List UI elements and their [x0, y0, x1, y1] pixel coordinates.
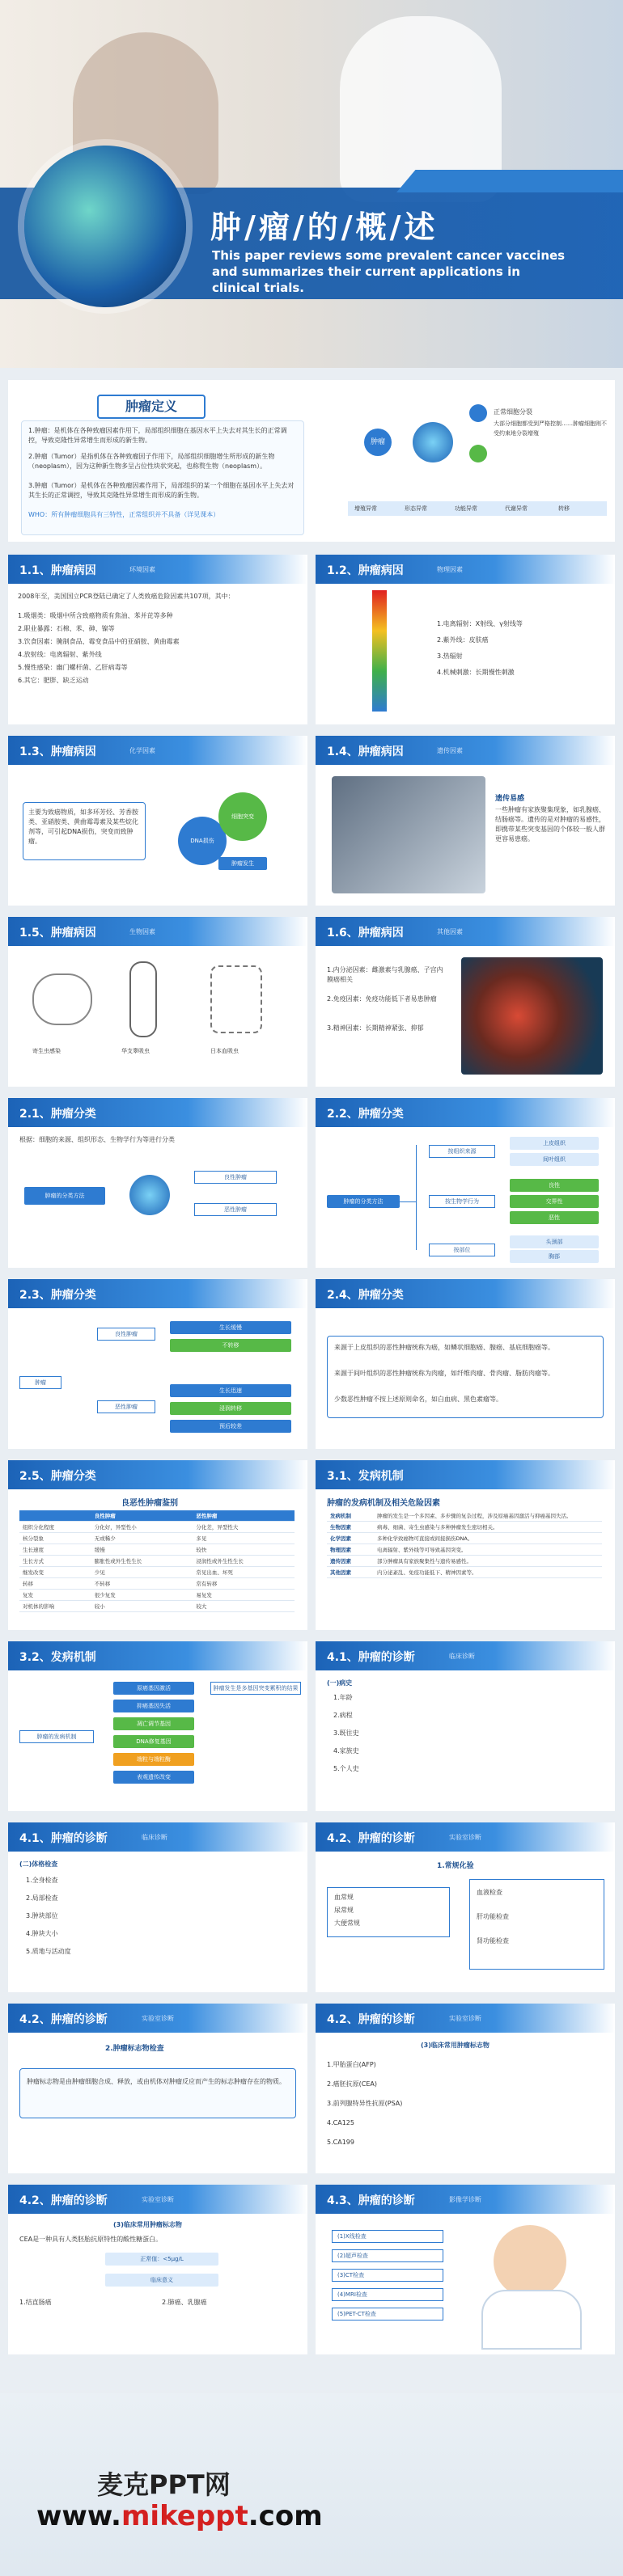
history-line-2: 2.病程 — [333, 1712, 353, 1719]
table-title: 良恶性肿瘤鉴别 — [121, 1499, 178, 1508]
cell: 常见出血、坏死 — [193, 1567, 295, 1578]
cell: 病毒、细菌、寄生虫感染与多种肿瘤发生密切相关。 — [374, 1522, 602, 1533]
routine-right-box — [469, 1879, 604, 1970]
common-marker-heading: (3)临床常用肿瘤标志物 — [421, 2042, 490, 2049]
slide-subtitle: 其他因素 — [437, 928, 463, 935]
marker-text: 肿瘤标志物是由肿瘤细胞合成、释放，或由机体对肿瘤反应而产生的标志肿瘤存在的物质。 — [27, 2078, 286, 2085]
cea-heading: (3)临床常用肿瘤标志物 — [113, 2221, 182, 2228]
slide-title: 4.3、肿瘤的诊断 — [327, 2194, 415, 2207]
slide-title: 2.2、肿瘤分类 — [327, 1108, 404, 1121]
cell: 肿瘤的发生是一个多因素、多步骤的复杂过程，涉及原癌基因激活与抑癌基因失活。 — [374, 1510, 602, 1522]
malignant-node: 恶性肿瘤 — [194, 1203, 277, 1216]
slide-title: 4.2、肿瘤的诊断 — [327, 1832, 415, 1845]
col-header — [19, 1510, 91, 1522]
slide-title: 1.3、肿瘤病因 — [19, 745, 96, 758]
exam-line-5: 5.质地与活动度 — [26, 1948, 71, 1955]
slide-subtitle: 实验室诊断 — [449, 1834, 481, 1841]
table-row — [19, 1578, 295, 1590]
slide-2-1 — [8, 1098, 307, 1268]
slide-2-5 — [8, 1460, 307, 1630]
cause-line-2: 2.职业暴露：石棉、苯、砷、镍等 — [18, 625, 115, 632]
leaf-5: 恶性 — [510, 1211, 599, 1224]
slide-title: 2.3、肿瘤分类 — [19, 1289, 96, 1302]
mutation-node: 细胞突变 — [218, 792, 267, 841]
cell-node-bottom — [469, 445, 487, 462]
routine-left-1: 血常规 — [334, 1894, 354, 1901]
tag-3: 功能异常 — [455, 505, 477, 512]
slide-header — [8, 736, 307, 765]
mechanism-item-3: 凋亡调节基因 — [113, 1717, 194, 1730]
slide-title: 3.2、发病机制 — [19, 1651, 96, 1664]
tag-bar — [348, 501, 607, 516]
doctor-coat — [481, 2290, 582, 2350]
slide-header — [316, 2004, 615, 2033]
slide-header — [8, 555, 307, 584]
slide-title: 2.1、肿瘤分类 — [19, 1108, 96, 1121]
exam-line-1: 1.全身检查 — [26, 1877, 58, 1884]
cea-normal-value: 正常值：<5μg/L — [105, 2253, 218, 2266]
routine-left-3: 大便常规 — [334, 1919, 360, 1927]
benign-node: 良性肿瘤 — [97, 1328, 155, 1341]
location-node: 按部位 — [429, 1244, 495, 1256]
slide-subtitle: 实验室诊断 — [449, 2015, 481, 2022]
slide-subtitle: 生物因素 — [129, 928, 155, 935]
slide-4-2b — [8, 2004, 307, 2173]
naming-p3: 少数恶性肿瘤不按上述原则命名，如白血病、黑色素瘤等。 — [334, 1396, 502, 1403]
slide-header — [8, 2185, 307, 2214]
leaf-3: 良性 — [510, 1179, 599, 1192]
mechanism-item-1: 原癌基因激活 — [113, 1682, 194, 1695]
mechanism-root: 肿瘤的发病机制 — [19, 1730, 94, 1743]
physical-line-2: 2.紫外线：皮肤癌 — [437, 636, 489, 644]
tumor-onset-node: 肿瘤发生 — [218, 857, 267, 870]
tumor-root: 肿瘤 — [19, 1376, 61, 1389]
normal-cell-text: 正常细胞分裂 — [494, 408, 532, 416]
cell: 继发改变 — [19, 1567, 91, 1578]
leaf-3: 生长迅速 — [170, 1384, 291, 1397]
definition-title-box — [97, 395, 206, 419]
tag-4: 代谢异常 — [505, 505, 528, 512]
virus-photo — [461, 957, 603, 1075]
slide-4-2a — [316, 1822, 615, 1992]
brain-icon — [129, 1175, 170, 1215]
other-line-1: 1.内分泌因素：雌激素与乳腺癌、子宫内膜癌相关 — [327, 966, 443, 983]
tissue-origin-node: 按组织来源 — [429, 1145, 495, 1158]
leaf-4: 交界性 — [510, 1195, 599, 1208]
cell: 易复发 — [193, 1590, 295, 1601]
history-line-5: 5.个人史 — [333, 1765, 359, 1772]
cell: 不转移 — [91, 1578, 193, 1590]
cell-node-top — [469, 404, 487, 422]
slide-title: 4.2、肿瘤的诊断 — [19, 2194, 108, 2207]
slide-header — [316, 1098, 615, 1127]
caption-2: 华支睾吸虫 — [121, 1048, 150, 1054]
cell: 分化差，异型性大 — [193, 1522, 295, 1533]
caption-1: 寄生虫感染 — [32, 1048, 61, 1054]
tag-1: 增殖异常 — [354, 505, 377, 512]
table-row — [19, 1533, 295, 1544]
cell: 分化好，异型性小 — [91, 1522, 193, 1533]
marker-heading: 2.肿瘤标志物检查 — [105, 2045, 164, 2053]
slide-title: 1.5、肿瘤病因 — [19, 927, 96, 940]
chemical-box — [23, 802, 146, 860]
table-row — [327, 1556, 602, 1567]
cea-line-1: 1.结直肠癌 — [19, 2299, 52, 2306]
cell: 转移 — [19, 1578, 91, 1590]
dna-damage-node: DNA损伤 — [178, 817, 227, 865]
leaf-6: 头颈部 — [510, 1235, 599, 1248]
slide-header — [316, 2185, 615, 2214]
marker-line-5: 5.CA199 — [327, 2139, 354, 2146]
leaf-1: 生长缓慢 — [170, 1321, 291, 1334]
cell: 其他因素 — [327, 1567, 374, 1578]
leaf-1: 上皮组织 — [510, 1137, 599, 1150]
imaging-item-4: (4)MRI检查 — [332, 2288, 443, 2301]
cause-line-3: 3.饮食因素：腌制食品、霉变食品中的亚硝胺、黄曲霉素 — [18, 638, 180, 645]
cell: 生长速度 — [19, 1544, 91, 1556]
slide-title: 3.1、发病机制 — [327, 1470, 404, 1483]
slide-3-1 — [316, 1460, 615, 1630]
cell: 较大 — [193, 1601, 295, 1612]
marker-panel — [19, 2068, 296, 2118]
slide-title: 2.4、肿瘤分类 — [327, 1289, 404, 1302]
leaf-7: 胸部 — [510, 1250, 599, 1263]
cell: 多种化学致癌物可直接或间接损伤DNA。 — [374, 1533, 602, 1544]
slide-tumor-definition — [8, 380, 615, 542]
definition-panel — [21, 420, 304, 535]
table-row — [327, 1567, 602, 1578]
heredity-title: 遗传易感 — [495, 795, 525, 803]
slide-1-3 — [8, 736, 307, 906]
cell: 浸润性或外生性生长 — [193, 1556, 295, 1567]
slide-2-4 — [316, 1279, 615, 1449]
connector — [416, 1145, 417, 1250]
cell: 多见 — [193, 1533, 295, 1544]
behavior-node: 按生物学行为 — [429, 1195, 495, 1208]
table-row — [19, 1590, 295, 1601]
cell: 很少复发 — [91, 1590, 193, 1601]
url-prefix: www. — [36, 2500, 121, 2532]
slide-1-4 — [316, 736, 615, 906]
mechanism-item-6: 表观遗传改变 — [113, 1771, 194, 1784]
slide-subtitle: 化学因素 — [129, 747, 155, 754]
slide-header — [8, 1641, 307, 1670]
cea-clinical-label: 临床意义 — [105, 2274, 218, 2287]
cell: 发病机制 — [327, 1510, 374, 1522]
spectrum-bar — [372, 590, 387, 712]
imaging-item-1: (1)X线检查 — [332, 2230, 443, 2243]
cell: 遗传因素 — [327, 1556, 374, 1567]
classification-basis: 根据：细胞的来源、组织形态、生物学行为等进行分类 — [19, 1136, 175, 1143]
chemical-text: 主要为致癌物质，如多环芳烃、芳香胺类、亚硝胺类、黄曲霉毒素及某些烷化剂等，可引起DNA损伤，突变而致肿瘤。 — [28, 809, 138, 845]
comparison-table — [19, 1510, 295, 1612]
mechanism-item-2: 抑癌基因失活 — [113, 1700, 194, 1712]
slide-4-3 — [316, 2185, 615, 2354]
parasite-image-3 — [210, 965, 262, 1033]
slide-2-3 — [8, 1279, 307, 1449]
table-row — [19, 1522, 295, 1533]
leaf-2: 间叶组织 — [510, 1153, 599, 1166]
cell: 组织分化程度 — [19, 1522, 91, 1533]
marker-line-4: 4.CA125 — [327, 2119, 354, 2126]
slide-header — [316, 917, 615, 946]
slide-header — [8, 1098, 307, 1127]
mechanism-item-5: 端粒与端粒酶 — [113, 1753, 194, 1766]
cell: 内分泌紊乱、免疫功能低下、精神因素等。 — [374, 1567, 602, 1578]
leaf-5: 预后较差 — [170, 1420, 291, 1433]
slide-subtitle: 临床诊断 — [449, 1653, 475, 1660]
routine-left-2: 尿常规 — [334, 1907, 354, 1914]
slide-title: 4.2、肿瘤的诊断 — [327, 2013, 415, 2026]
parasite-image-1 — [32, 973, 92, 1025]
slide-header — [316, 1641, 615, 1670]
slide-title: 1.1、肿瘤病因 — [19, 564, 96, 577]
slide-subtitle: 遗传因素 — [437, 747, 463, 754]
exam-heading: (二)体格检查 — [19, 1860, 58, 1868]
hero-title: 肿/瘤/的/概/述 — [210, 209, 439, 245]
slide-title: 4.1、肿瘤的诊断 — [327, 1651, 415, 1664]
slide-header — [316, 736, 615, 765]
cell: 复发 — [19, 1590, 91, 1601]
definition-title: 肿瘤定义 — [125, 399, 177, 414]
slide-header — [8, 2004, 307, 2033]
exam-line-3: 3.肿块部位 — [26, 1912, 58, 1919]
table-header-row — [19, 1510, 295, 1522]
routine-left-box — [327, 1887, 450, 1937]
col-header: 恶性肿瘤 — [193, 1510, 295, 1522]
leaf-2: 不转移 — [170, 1339, 291, 1352]
slide-title: 2.5、肿瘤分类 — [19, 1470, 96, 1483]
routine-right-2: 肝功能检查 — [477, 1913, 509, 1920]
slide-header — [316, 555, 615, 584]
slide-title: 1.2、肿瘤病因 — [327, 564, 404, 577]
virus-image — [24, 146, 186, 307]
routine-heading: 1.常规化验 — [437, 1862, 474, 1870]
classification-root: 肿瘤的分类方法 — [24, 1187, 105, 1205]
table-row — [19, 1544, 295, 1556]
cause-line-1: 1.吸烟类：吸烟中所含致癌物质有焦油、苯并芘等多种 — [18, 612, 173, 619]
hero-banner — [0, 0, 623, 368]
mechanism-table — [327, 1510, 602, 1578]
tag-2: 形态异常 — [405, 505, 427, 512]
brand-name: 麦克PPT网 — [97, 2469, 231, 2500]
malignant-node: 恶性肿瘤 — [97, 1400, 155, 1413]
slide-subtitle: 物理因素 — [437, 566, 463, 573]
cell: 缓慢 — [91, 1544, 193, 1556]
slide-title: 4.1、肿瘤的诊断 — [19, 1832, 108, 1845]
heredity-text: 一些肿瘤有家族聚集现象，如乳腺癌、结肠癌等。遗传的是对肿瘤的易感性，即携带某些突变基因的个体较一般人群更容易患癌。 — [495, 806, 605, 842]
definition-p2: 2.肿瘤（Tumor）是指机体在各种致瘤因子作用下，局部组织细胞增生所形成的新生物（neoplasm），因为这种新生物多呈占位性块状突起，也称赘生物（neoplasm）。 — [28, 453, 275, 470]
slide-1-1 — [8, 555, 307, 724]
slide-header — [316, 1460, 615, 1489]
history-line-3: 3.既往史 — [333, 1729, 359, 1737]
cell: 较快 — [193, 1544, 295, 1556]
slide-subtitle: 临床诊断 — [142, 1834, 167, 1841]
cea-text: CEA是一种具有人类胚胎抗原特性的酸性糖蛋白。 — [19, 2236, 163, 2243]
cell: 膨胀性或外生性生长 — [91, 1556, 193, 1567]
slide-title: 4.2、肿瘤的诊断 — [19, 2013, 108, 2026]
slide-4-2d — [8, 2185, 307, 2354]
history-heading: (一)病史 — [327, 1679, 353, 1687]
routine-right-1: 血液检查 — [477, 1889, 502, 1896]
naming-p1: 来源于上皮组织的恶性肿瘤统称为癌，如鳞状细胞癌、腺癌、基底细胞癌等。 — [334, 1344, 554, 1351]
slide-title: 1.4、肿瘤病因 — [327, 745, 404, 758]
cause-line-4: 4.放射线：电离辐射、紫外线 — [18, 651, 102, 658]
tag-5: 转移 — [558, 505, 570, 512]
cell: 化学因素 — [327, 1533, 374, 1544]
cause-line-6: 6.其它：肥胖、缺乏运动 — [18, 677, 89, 684]
slide-subtitle: 实验室诊断 — [142, 2015, 174, 2022]
slide-header — [8, 1822, 307, 1852]
cell: 生物因素 — [327, 1522, 374, 1533]
definition-p4: WHO：所有肿瘤细胞具有三特性，正常组织并不具备（详见课本） — [28, 511, 220, 518]
table-row — [327, 1510, 602, 1522]
slide-3-2 — [8, 1641, 307, 1811]
normal-cell-note: 大部分细胞都受到严格控制……肿瘤细胞则不受约束地分裂增殖 — [494, 420, 607, 437]
physical-line-1: 1.电离辐射：X射线、γ射线等 — [437, 620, 523, 627]
cell: 生长方式 — [19, 1556, 91, 1567]
intro-text: 2008年至，美国国立PCR登陆已确定了人类致癌危险因素共107项，其中： — [18, 593, 235, 600]
definition-p1: 1.肿瘤：是机体在各种致瘤因素作用下，局部组织细胞在基因水平上失去对其生长的正常调控，导致克隆性异常增生而形成的新生物。 — [28, 427, 287, 444]
slide-4-1b — [8, 1822, 307, 1992]
table-row — [19, 1601, 295, 1612]
mechanism-summary: 肿瘤发生是多基因突变累积的结果 — [210, 1682, 301, 1695]
history-line-4: 4.家族史 — [333, 1747, 359, 1755]
routine-right-3: 肾功能检查 — [477, 1937, 509, 1945]
hero-ribbon — [396, 170, 623, 192]
naming-panel — [327, 1336, 604, 1418]
mechanism-item-4: DNA修复基因 — [113, 1735, 194, 1748]
marker-line-3: 3.前列腺特异性抗原(PSA) — [327, 2100, 403, 2107]
brand-footer — [0, 2393, 623, 2576]
url-suffix: .com — [248, 2500, 323, 2532]
benign-node: 良性肿瘤 — [194, 1171, 277, 1184]
table-row — [327, 1522, 602, 1533]
definition-p3: 3.肿瘤（Tumor）是机体在各种致瘤因素作用下，局部组织的某一个细胞在基因水平上失去对其生长的正常调控，导致其克隆性异常增生而形成的新生物。 — [28, 482, 295, 499]
cause-line-5: 5.慢性感染：幽门螺杆菌、乙肝病毒等 — [18, 664, 128, 671]
slide-subtitle: 环境因素 — [129, 566, 155, 573]
brand-url[interactable] — [36, 2500, 323, 2532]
table-title: 肿瘤的发病机制及相关危险因素 — [327, 1499, 440, 1508]
cell: 对机体的影响 — [19, 1601, 91, 1612]
cell: 常有转移 — [193, 1578, 295, 1590]
slide-title: 1.6、肿瘤病因 — [327, 927, 404, 940]
cell: 部分肿瘤具有家族聚集性与遗传易感性。 — [374, 1556, 602, 1567]
leaf-4: 浸润转移 — [170, 1402, 291, 1415]
table-row — [19, 1567, 295, 1578]
slide-header — [316, 1279, 615, 1308]
imaging-item-3: (3)CT检查 — [332, 2269, 443, 2282]
cell: 较小 — [91, 1601, 193, 1612]
exam-line-2: 2.局部检查 — [26, 1894, 58, 1902]
caption-3: 日本血吸虫 — [210, 1048, 239, 1054]
slide-header — [316, 1822, 615, 1852]
cell: 物理因素 — [327, 1544, 374, 1556]
marker-line-2: 2.癌胚抗原(CEA) — [327, 2080, 377, 2088]
connector — [400, 1201, 416, 1202]
doctor-avatar — [494, 2225, 566, 2298]
table-row — [19, 1556, 295, 1567]
slide-1-5 — [8, 917, 307, 1087]
classification-root: 肿瘤的分类方法 — [327, 1195, 400, 1208]
slide-header — [8, 917, 307, 946]
imaging-item-2: (2)超声检查 — [332, 2249, 443, 2262]
cell: 少见 — [91, 1567, 193, 1578]
parasite-image-2 — [129, 961, 157, 1037]
url-domain: mikeppt — [121, 2500, 248, 2532]
slide-4-1a — [316, 1641, 615, 1811]
cea-line-2: 2.肺癌、乳腺癌 — [162, 2299, 207, 2306]
exam-line-4: 4.肿块大小 — [26, 1930, 58, 1937]
other-line-2: 2.免疫因素：免疫功能低下者易患肿瘤 — [327, 995, 437, 1003]
imaging-item-5: (5)PET-CT检查 — [332, 2308, 443, 2321]
slide-1-2 — [316, 555, 615, 724]
hero-subtitle: This paper reviews some prevalent cancer vaccines and summarizes their current applications in clinical trials. — [212, 248, 566, 295]
cell: 核分裂象 — [19, 1533, 91, 1544]
marker-line-1: 1.甲胎蛋白(AFP) — [327, 2061, 376, 2068]
table-row — [327, 1533, 602, 1544]
history-line-1: 1.年龄 — [333, 1694, 353, 1701]
lab-photo — [332, 776, 485, 893]
slide-subtitle: 实验室诊断 — [142, 2196, 174, 2203]
cell: 无或稀少 — [91, 1533, 193, 1544]
physical-line-4: 4.机械刺激：长期慢性刺激 — [437, 669, 515, 676]
cell: 电离辐射、紫外线等可导致基因突变。 — [374, 1544, 602, 1556]
naming-p2: 来源于间叶组织的恶性肿瘤统称为肉瘤，如纤维肉瘤、骨肉瘤、脂肪肉瘤等。 — [334, 1370, 554, 1377]
slide-header — [8, 1279, 307, 1308]
slide-2-2 — [316, 1098, 615, 1268]
other-line-3: 3.精神因素：长期精神紧张、抑郁 — [327, 1024, 424, 1032]
tumor-node: 肿瘤 — [364, 429, 392, 456]
slide-4-2c — [316, 2004, 615, 2173]
physical-line-3: 3.热辐射 — [437, 652, 463, 660]
col-header: 良性肿瘤 — [91, 1510, 193, 1522]
slide-subtitle: 影像学诊断 — [449, 2196, 481, 2203]
cell-icon — [413, 422, 453, 462]
slide-1-6 — [316, 917, 615, 1087]
table-row — [327, 1544, 602, 1556]
slide-header — [8, 1460, 307, 1489]
